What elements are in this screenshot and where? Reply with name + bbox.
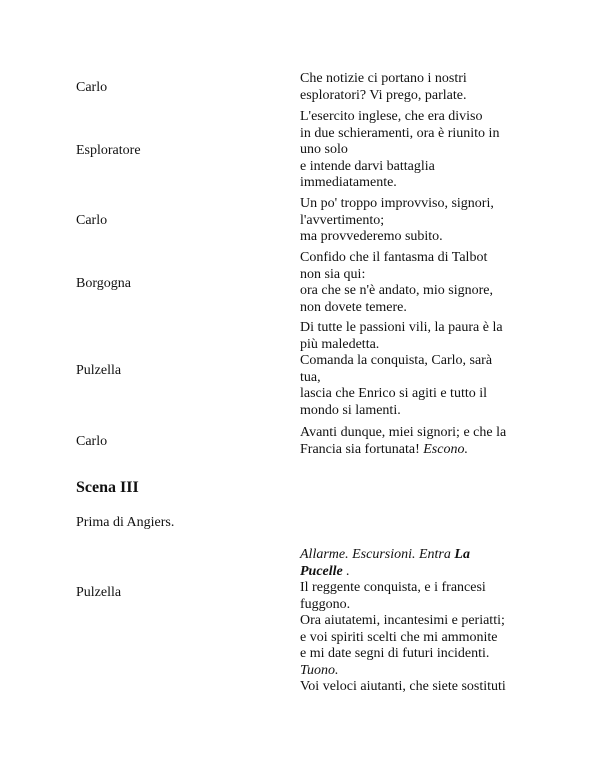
dialogue-line: esploratori? Vi prego, parlate. bbox=[300, 87, 467, 103]
dialogue-line: Che notizie ci portano i nostri bbox=[300, 71, 467, 86]
dialogue-line: l'avvertimento; bbox=[300, 212, 385, 228]
dialogue-line: uno solo bbox=[300, 142, 348, 157]
speaker-name: Pulzella bbox=[76, 585, 122, 600]
stage-direction-line bbox=[300, 547, 536, 564]
dialogue-block bbox=[300, 547, 536, 696]
dialogue-line: Comanda la conquista, Carlo, sarà bbox=[300, 353, 493, 368]
dialogue-line: più maledetta. bbox=[300, 336, 380, 352]
scene-title: Scena III bbox=[76, 479, 139, 496]
speaker-name: Esploratore bbox=[76, 143, 141, 158]
stage-direction: Allarme. Escursioni. Entra bbox=[300, 547, 455, 562]
dialogue-block bbox=[300, 196, 536, 246]
speaker-name: Borgogna bbox=[76, 276, 131, 291]
dialogue-line: Un po' troppo improvviso, signori, bbox=[300, 196, 494, 211]
dialogue-line: e intende darvi battaglia bbox=[300, 158, 435, 174]
dialogue-line: Voi veloci aiutanti, che siete sostituti bbox=[300, 679, 506, 694]
scene-setting: Prima di Angiers. bbox=[76, 515, 175, 530]
dialogue-line: Ora aiutatemi, incantesimi e periatti; bbox=[300, 613, 505, 628]
dialogue-line: non sia qui: bbox=[300, 266, 366, 282]
speaker-name: Pulzella bbox=[76, 363, 122, 378]
dialogue-line: fuggono. bbox=[300, 596, 351, 612]
dialogue-line: ma provvederemo subito. bbox=[300, 229, 443, 244]
stage-direction: Escono. bbox=[423, 441, 468, 457]
dialogue-line: e voi spiriti scelti che mi ammonite bbox=[300, 629, 498, 645]
dialogue-block bbox=[300, 320, 536, 419]
dialogue-line: in due schieramenti, ora è riunito in bbox=[300, 125, 500, 141]
dialogue-line: Avanti dunque, miei signori; e che la bbox=[300, 425, 507, 440]
character-name: Pucelle bbox=[300, 563, 343, 579]
stage-direction: . bbox=[342, 563, 350, 579]
speaker-name: Carlo bbox=[76, 213, 108, 228]
dialogue-line: immediatamente. bbox=[300, 175, 397, 190]
dialogue-line: L'esercito inglese, che era diviso bbox=[300, 109, 483, 124]
dialogue-line: Il reggente conquista, e i francesi bbox=[300, 580, 486, 595]
dialogue-line: Di tutte le passioni vili, la paura è la bbox=[300, 320, 503, 335]
character-name: La bbox=[454, 547, 470, 562]
dialogue-text: Francia sia fortunata! bbox=[300, 441, 420, 457]
dialogue-line: non dovete temere. bbox=[300, 299, 407, 315]
dialogue-block bbox=[300, 109, 536, 192]
dialogue-line: lascia che Enrico si agiti e tutto il bbox=[300, 386, 487, 401]
stage-direction-line bbox=[300, 564, 536, 581]
dialogue-line: Confido che il fantasma di Talbot bbox=[300, 250, 488, 265]
dialogue-line: tua, bbox=[300, 369, 321, 385]
dialogue-block bbox=[300, 250, 536, 316]
dialogue-line bbox=[300, 442, 536, 459]
speaker-name: Carlo bbox=[76, 80, 108, 95]
dialogue-line: ora che se n'è andato, mio signore, bbox=[300, 283, 494, 298]
dialogue-line: mondo si lamenti. bbox=[300, 402, 401, 418]
stage-direction: Tuono. bbox=[300, 662, 339, 678]
speaker-name: Carlo bbox=[76, 434, 108, 449]
dialogue-block bbox=[300, 71, 536, 104]
dialogue-line: e mi date segni di futuri incidenti. bbox=[300, 646, 490, 661]
dialogue-block bbox=[300, 425, 536, 458]
stage-direction-line bbox=[300, 663, 536, 680]
